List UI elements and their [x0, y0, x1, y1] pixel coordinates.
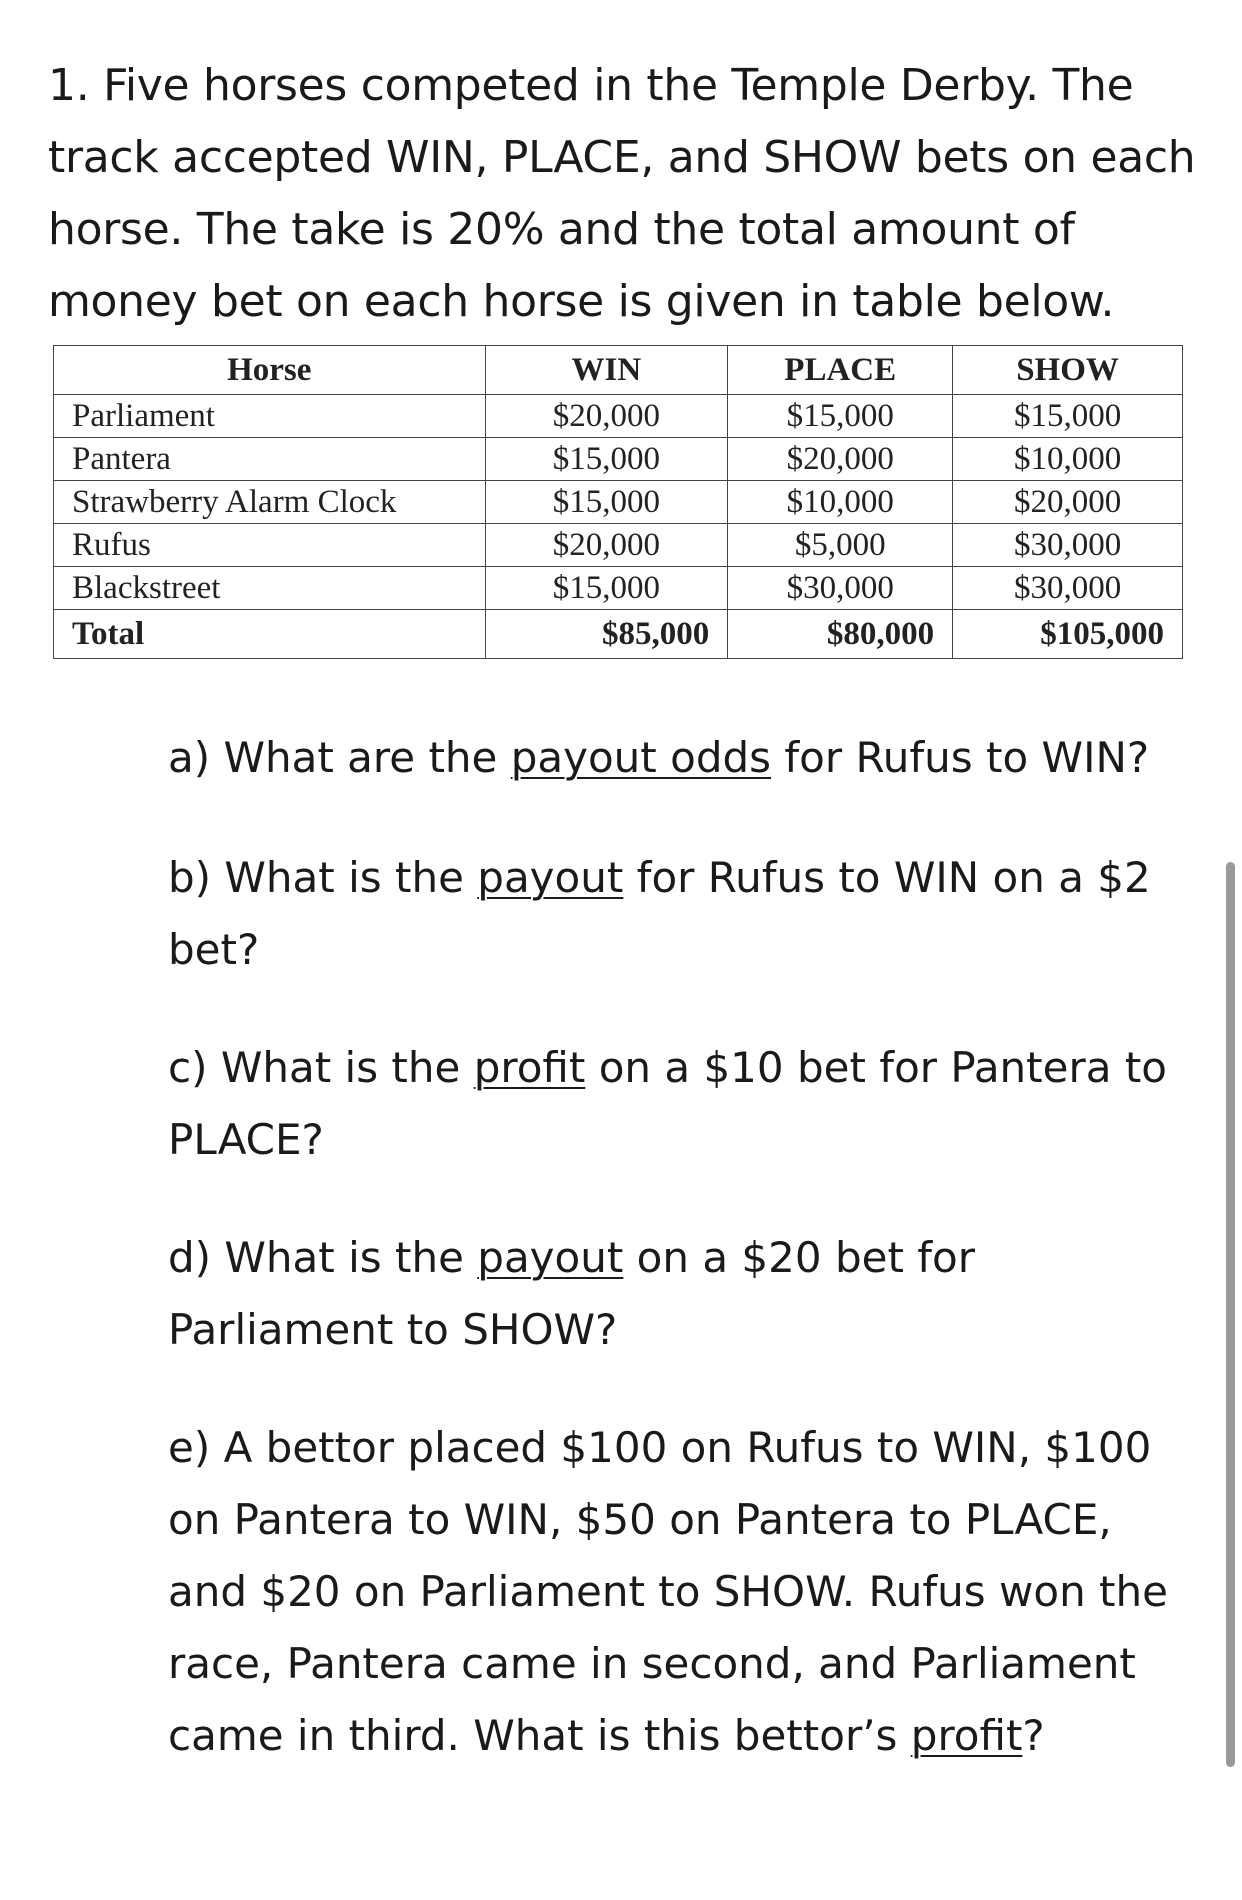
header-place: PLACE — [728, 346, 953, 395]
question-b-text: b) What is the — [168, 853, 478, 902]
question-e-text: e) A bettor placed $100 on Rufus to WIN, $100 on Pantera to WIN, $50 on Pantera to PLACE, and $20 on Parliament to SHOW. Rufus won the race, Pantera came in second, and Parliament came in third. What is this bettor’s — [168, 1423, 1168, 1760]
question-c — [168, 1032, 1198, 1176]
place-amount: $5,000 — [728, 524, 953, 567]
question-a — [168, 722, 1198, 794]
show-amount: $20,000 — [953, 481, 1183, 524]
header-show: SHOW — [953, 346, 1183, 395]
win-amount: $15,000 — [485, 567, 728, 610]
table-header-row — [54, 346, 1183, 395]
show-amount: $15,000 — [953, 395, 1183, 438]
question-a-rest: for Rufus to WIN? — [771, 733, 1150, 782]
show-amount: $30,000 — [953, 567, 1183, 610]
horse-name: Strawberry Alarm Clock — [54, 481, 486, 524]
question-b-rest: for Rufus to WIN on a $2 bet? — [168, 853, 1151, 974]
problem-intro: 1. Five horses competed in the Temple Derby. The track accepted WIN, PLACE, and SHOW bets on each horse. The take is 20% and the total amount of money bet on each horse is given in table below. — [48, 60, 1196, 327]
question-d — [168, 1222, 1198, 1366]
horse-name: Rufus — [54, 524, 486, 567]
win-amount: $20,000 — [485, 524, 728, 567]
question-b-term: payout — [477, 853, 624, 902]
place-amount: $30,000 — [728, 567, 953, 610]
horse-name: Parliament — [54, 395, 486, 438]
question-c-term: profit — [473, 1043, 586, 1092]
show-amount: $10,000 — [953, 438, 1183, 481]
total-row — [54, 610, 1183, 659]
table-row — [54, 481, 1183, 524]
horse-name: Blackstreet — [54, 567, 486, 610]
total-show: $105,000 — [953, 610, 1183, 659]
horse-name: Pantera — [54, 438, 486, 481]
question-d-term: payout — [477, 1233, 624, 1282]
place-amount: $20,000 — [728, 438, 953, 481]
question-c-rest: on a $10 bet for Pantera to PLACE? — [168, 1043, 1168, 1164]
win-amount: $20,000 — [485, 395, 728, 438]
place-amount: $15,000 — [728, 395, 953, 438]
header-win: WIN — [485, 346, 728, 395]
vertical-scrollbar[interactable] — [1226, 862, 1235, 1767]
table-row — [54, 395, 1183, 438]
betting-table — [53, 345, 1183, 659]
total-win: $85,000 — [485, 610, 728, 659]
win-amount: $15,000 — [485, 438, 728, 481]
question-c-text: c) What is the — [168, 1043, 474, 1092]
total-label: Total — [54, 610, 486, 659]
question-a-text: a) What are the — [168, 733, 511, 782]
table-row — [54, 567, 1183, 610]
question-e-rest: ? — [1022, 1711, 1045, 1760]
place-amount: $10,000 — [728, 481, 953, 524]
header-horse: Horse — [54, 346, 486, 395]
table-row — [54, 524, 1183, 567]
show-amount: $30,000 — [953, 524, 1183, 567]
question-d-text: d) What is the — [168, 1233, 478, 1282]
question-d-rest: on a $20 bet for Parliament to SHOW? — [168, 1233, 976, 1354]
total-place: $80,000 — [728, 610, 953, 659]
win-amount: $15,000 — [485, 481, 728, 524]
question-a-term: payout odds — [510, 733, 772, 782]
question-e-term: profit — [910, 1711, 1023, 1760]
question-e — [168, 1412, 1198, 1772]
question-b — [168, 842, 1198, 986]
table-row — [54, 438, 1183, 481]
